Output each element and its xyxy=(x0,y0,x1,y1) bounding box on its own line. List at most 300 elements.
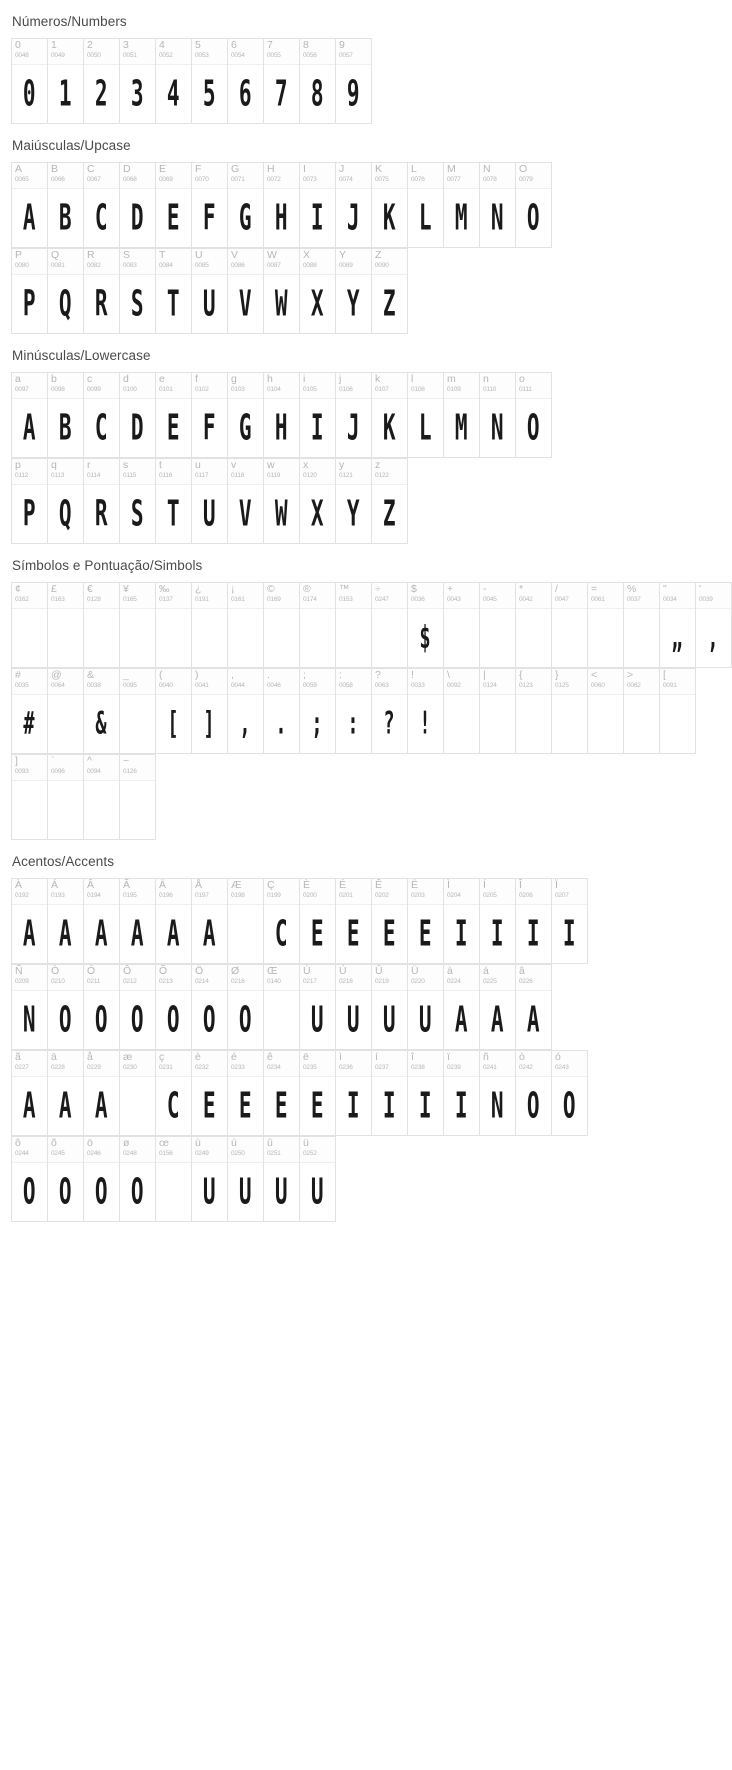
glyph-shape: A xyxy=(23,1085,36,1127)
glyph-character: i xyxy=(303,373,306,385)
glyph-cell[interactable] xyxy=(300,1051,336,1136)
glyph-cell[interactable] xyxy=(156,373,192,458)
glyph-cell[interactable] xyxy=(48,965,84,1050)
glyph-code: 0087 xyxy=(267,262,281,269)
glyph-code: 0062 xyxy=(627,682,641,689)
glyph-cell[interactable] xyxy=(228,879,264,964)
glyph-row xyxy=(11,964,552,1050)
glyph-cell[interactable] xyxy=(120,249,156,334)
glyph-shape: N xyxy=(491,1085,504,1127)
glyph-cell[interactable] xyxy=(192,879,228,964)
glyph-cell[interactable] xyxy=(264,669,300,754)
glyph-character: X xyxy=(303,249,311,261)
glyph-cell[interactable] xyxy=(444,373,480,458)
glyph-character: V xyxy=(231,249,239,261)
glyph-cell[interactable] xyxy=(192,1051,228,1136)
glyph-header xyxy=(120,459,155,485)
glyph-cell[interactable] xyxy=(156,583,192,668)
glyph-cell[interactable] xyxy=(12,163,48,248)
glyph-cell[interactable] xyxy=(48,1051,84,1136)
glyph-rendering xyxy=(228,991,263,1049)
glyph-cell[interactable] xyxy=(84,1051,120,1136)
glyph-code: 0047 xyxy=(555,596,569,603)
glyph-code: 0097 xyxy=(15,386,29,393)
glyph-character: % xyxy=(627,583,637,595)
glyph-rendering xyxy=(696,609,731,667)
glyph-shape: I xyxy=(527,913,540,955)
glyph-cell[interactable] xyxy=(408,879,444,964)
glyph-cell[interactable] xyxy=(372,249,408,334)
glyph-cell[interactable] xyxy=(120,1137,156,1222)
glyph-rendering xyxy=(156,609,191,667)
glyph-header xyxy=(300,249,335,275)
glyph-header xyxy=(120,373,155,399)
glyph-header xyxy=(48,249,83,275)
glyph-header xyxy=(444,1051,479,1077)
glyph-cell[interactable] xyxy=(48,583,84,668)
glyph-rendering xyxy=(156,485,191,543)
glyph-cell[interactable] xyxy=(444,583,480,668)
glyph-header xyxy=(48,1137,83,1163)
glyph-cell[interactable] xyxy=(156,965,192,1050)
glyph-character: ï xyxy=(447,1051,450,1063)
glyph-header xyxy=(408,373,443,399)
glyph-cell[interactable] xyxy=(444,163,480,248)
glyph-header xyxy=(48,373,83,399)
glyph-cell[interactable] xyxy=(480,583,516,668)
glyph-rendering xyxy=(156,189,191,247)
glyph-cell[interactable] xyxy=(264,459,300,544)
glyph-shape: S xyxy=(131,493,144,535)
glyph-code: 0125 xyxy=(555,682,569,689)
glyph-cell[interactable] xyxy=(480,163,516,248)
glyph-cell[interactable] xyxy=(336,583,372,668)
glyph-header xyxy=(48,459,83,485)
glyph-cell[interactable] xyxy=(156,669,192,754)
glyph-cell[interactable] xyxy=(228,583,264,668)
glyph-rendering xyxy=(12,65,47,123)
glyph-cell[interactable] xyxy=(120,39,156,124)
glyph-header xyxy=(300,965,335,991)
glyph-cell[interactable] xyxy=(624,583,660,668)
glyph-cell[interactable] xyxy=(120,583,156,668)
glyph-cell[interactable] xyxy=(552,583,588,668)
glyph-cell[interactable] xyxy=(300,249,336,334)
glyph-cell[interactable] xyxy=(120,459,156,544)
glyph-cell[interactable] xyxy=(12,39,48,124)
glyph-header xyxy=(516,1051,551,1077)
glyph-cell[interactable] xyxy=(480,1051,516,1136)
glyph-code: 0078 xyxy=(483,176,497,183)
glyph-code: 0090 xyxy=(375,262,389,269)
glyph-character: ? xyxy=(375,669,381,681)
glyph-code: 0252 xyxy=(303,1150,317,1157)
glyph-shape: E xyxy=(311,913,324,955)
glyph-cell[interactable] xyxy=(192,1137,228,1222)
glyph-cell[interactable] xyxy=(156,459,192,544)
glyph-cell[interactable] xyxy=(264,249,300,334)
glyph-cell[interactable] xyxy=(84,373,120,458)
glyph-rendering xyxy=(84,781,119,839)
glyph-shape: E xyxy=(239,1085,252,1127)
glyph-shape: A xyxy=(23,407,36,449)
glyph-rendering xyxy=(156,275,191,333)
glyph-cell[interactable] xyxy=(48,39,84,124)
glyph-cell[interactable] xyxy=(84,459,120,544)
glyph-character: Q xyxy=(51,249,60,261)
glyph-cell[interactable] xyxy=(12,965,48,1050)
glyph-shape: 3 xyxy=(131,73,144,115)
glyph-character: W xyxy=(267,249,277,261)
glyph-character: Ê xyxy=(375,879,383,891)
glyph-cell[interactable] xyxy=(408,583,444,668)
glyph-header xyxy=(192,459,227,485)
glyph-shape: A xyxy=(23,197,36,239)
glyph-cell[interactable] xyxy=(12,755,48,840)
glyph-cell[interactable] xyxy=(516,965,552,1050)
glyph-cell[interactable] xyxy=(336,965,372,1050)
glyph-cell[interactable] xyxy=(300,373,336,458)
glyph-cell[interactable] xyxy=(624,669,660,754)
glyph-cell[interactable] xyxy=(408,1051,444,1136)
glyph-cell[interactable] xyxy=(372,459,408,544)
glyph-character: € xyxy=(87,583,93,595)
glyph-code: 0109 xyxy=(447,386,461,393)
glyph-shape: ? xyxy=(383,705,396,742)
glyph-shape: O xyxy=(59,1171,72,1213)
glyph-cell[interactable] xyxy=(12,1051,48,1136)
glyph-character: Ë xyxy=(411,879,419,891)
glyph-cell[interactable] xyxy=(84,1137,120,1222)
glyph-cell[interactable] xyxy=(48,373,84,458)
glyph-header xyxy=(408,583,443,609)
glyph-rendering xyxy=(48,695,83,753)
glyph-shape: U xyxy=(203,283,216,325)
glyph-cell[interactable] xyxy=(120,965,156,1050)
glyph-shape: ‚ xyxy=(707,619,720,656)
glyph-cell[interactable] xyxy=(12,249,48,334)
glyph-code: 0104 xyxy=(267,386,281,393)
glyph-header xyxy=(264,965,299,991)
glyph-shape: U xyxy=(419,999,432,1041)
glyph-cell[interactable] xyxy=(192,965,228,1050)
glyph-cell[interactable] xyxy=(516,1051,552,1136)
glyph-cell[interactable] xyxy=(372,163,408,248)
glyph-cell[interactable] xyxy=(156,879,192,964)
glyph-cell[interactable] xyxy=(264,163,300,248)
glyph-cell[interactable] xyxy=(84,965,120,1050)
glyph-rendering xyxy=(264,609,299,667)
glyph-cell[interactable] xyxy=(84,755,120,840)
glyph-character: ‰ xyxy=(159,583,170,595)
glyph-cell[interactable] xyxy=(264,1137,300,1222)
glyph-cell[interactable] xyxy=(516,669,552,754)
glyph-cell[interactable] xyxy=(300,163,336,248)
glyph-cell[interactable] xyxy=(372,1051,408,1136)
glyph-header xyxy=(516,163,551,189)
glyph-cell[interactable] xyxy=(336,373,372,458)
glyph-cell[interactable] xyxy=(336,669,372,754)
glyph-cell[interactable] xyxy=(552,879,588,964)
glyph-cell[interactable] xyxy=(48,879,84,964)
glyph-cell[interactable] xyxy=(696,583,732,668)
glyph-shape: X xyxy=(311,283,324,325)
glyph-cell[interactable] xyxy=(120,755,156,840)
glyph-cell[interactable] xyxy=(84,39,120,124)
glyph-cell[interactable] xyxy=(408,669,444,754)
glyph-cell[interactable] xyxy=(480,965,516,1050)
glyph-cell[interactable] xyxy=(300,669,336,754)
glyph-cell[interactable] xyxy=(48,755,84,840)
glyph-rendering xyxy=(12,275,47,333)
glyph-cell[interactable] xyxy=(588,669,624,754)
glyph-cell[interactable] xyxy=(300,583,336,668)
glyph-header xyxy=(228,163,263,189)
glyph-cell[interactable] xyxy=(444,669,480,754)
glyph-code: 0163 xyxy=(51,596,65,603)
glyph-shape: ! xyxy=(419,705,432,742)
glyph-cell[interactable] xyxy=(12,879,48,964)
glyph-code: 0033 xyxy=(411,682,425,689)
glyph-cell[interactable] xyxy=(336,1051,372,1136)
glyph-cell[interactable] xyxy=(408,965,444,1050)
glyph-code: 0076 xyxy=(411,176,425,183)
glyph-header xyxy=(156,249,191,275)
glyph-cell[interactable] xyxy=(12,583,48,668)
glyph-cell[interactable] xyxy=(192,583,228,668)
glyph-cell[interactable] xyxy=(156,39,192,124)
glyph-shape: V xyxy=(239,493,252,535)
glyph-code: 0088 xyxy=(303,262,317,269)
glyph-cell[interactable] xyxy=(84,669,120,754)
glyph-header xyxy=(264,163,299,189)
glyph-cell[interactable] xyxy=(84,583,120,668)
glyph-cell[interactable] xyxy=(228,163,264,248)
glyph-cell[interactable] xyxy=(228,459,264,544)
glyph-cell[interactable] xyxy=(300,1137,336,1222)
glyph-code: 0119 xyxy=(267,472,281,479)
section-title: Acentos/Accents xyxy=(12,854,115,869)
glyph-header xyxy=(588,583,623,609)
glyph-cell[interactable] xyxy=(156,1051,192,1136)
glyph-character: o xyxy=(519,373,525,385)
glyph-cell[interactable] xyxy=(372,373,408,458)
glyph-cell[interactable] xyxy=(48,1137,84,1222)
glyph-cell[interactable] xyxy=(48,669,84,754)
glyph-header xyxy=(12,965,47,991)
glyph-cell[interactable] xyxy=(228,373,264,458)
glyph-character: 1 xyxy=(51,39,57,51)
glyph-cell[interactable] xyxy=(120,1051,156,1136)
glyph-character: Ö xyxy=(195,965,204,977)
glyph-cell[interactable] xyxy=(192,249,228,334)
glyph-header xyxy=(300,879,335,905)
glyph-rendering xyxy=(84,991,119,1049)
glyph-character: ) xyxy=(195,669,199,681)
glyph-rendering xyxy=(84,275,119,333)
glyph-cell[interactable] xyxy=(228,1137,264,1222)
glyph-cell[interactable] xyxy=(372,879,408,964)
glyph-cell[interactable] xyxy=(84,879,120,964)
glyph-shape: I xyxy=(383,1085,396,1127)
glyph-cell[interactable] xyxy=(372,669,408,754)
glyph-code: 0203 xyxy=(411,892,425,899)
glyph-cell[interactable] xyxy=(336,459,372,544)
glyph-cell[interactable] xyxy=(516,583,552,668)
glyph-code: 0210 xyxy=(51,978,65,985)
glyph-cell[interactable] xyxy=(156,163,192,248)
glyph-character: * xyxy=(519,583,524,595)
glyph-cell[interactable] xyxy=(444,879,480,964)
glyph-cell[interactable] xyxy=(516,373,552,458)
glyph-cell[interactable] xyxy=(444,1051,480,1136)
glyph-character: Z xyxy=(375,249,382,261)
glyph-cell[interactable] xyxy=(480,879,516,964)
glyph-cell[interactable] xyxy=(264,1051,300,1136)
glyph-shape: U xyxy=(203,493,216,535)
glyph-header xyxy=(552,583,587,609)
glyph-header xyxy=(336,459,371,485)
glyph-cell[interactable] xyxy=(336,163,372,248)
glyph-cell[interactable] xyxy=(12,1137,48,1222)
glyph-cell[interactable] xyxy=(336,249,372,334)
glyph-cell[interactable] xyxy=(336,879,372,964)
glyph-cell[interactable] xyxy=(12,669,48,754)
glyph-cell[interactable] xyxy=(192,163,228,248)
glyph-header xyxy=(300,583,335,609)
glyph-cell[interactable] xyxy=(552,1051,588,1136)
glyph-cell[interactable] xyxy=(552,669,588,754)
section-title: Minúsculas/Lowercase xyxy=(12,348,151,363)
glyph-character: L xyxy=(411,163,417,175)
glyph-cell[interactable] xyxy=(192,373,228,458)
glyph-rendering xyxy=(444,609,479,667)
glyph-header xyxy=(480,965,515,991)
glyph-cell[interactable] xyxy=(48,459,84,544)
glyph-grid-wrapper xyxy=(0,582,720,840)
glyph-cell[interactable] xyxy=(372,965,408,1050)
glyph-cell[interactable] xyxy=(228,39,264,124)
glyph-character: j xyxy=(339,373,342,385)
glyph-rendering xyxy=(228,65,263,123)
glyph-cell[interactable] xyxy=(408,163,444,248)
glyph-cell[interactable] xyxy=(12,373,48,458)
glyph-character: H xyxy=(267,163,275,175)
glyph-character: h xyxy=(267,373,273,385)
glyph-header xyxy=(480,373,515,399)
glyph-cell[interactable] xyxy=(84,163,120,248)
glyph-cell[interactable] xyxy=(228,1051,264,1136)
glyph-cell[interactable] xyxy=(264,965,300,1050)
glyph-cell[interactable] xyxy=(336,39,372,124)
glyph-shape: C xyxy=(95,407,108,449)
glyph-cell[interactable] xyxy=(516,163,552,248)
glyph-shape: T xyxy=(167,283,180,325)
glyph-cell[interactable] xyxy=(228,249,264,334)
glyph-shape: O xyxy=(95,999,108,1041)
glyph-cell[interactable] xyxy=(228,965,264,1050)
glyph-shape: C xyxy=(167,1085,180,1127)
glyph-cell[interactable] xyxy=(120,669,156,754)
glyph-shape: F xyxy=(203,197,216,239)
glyph-rendering xyxy=(228,1077,263,1135)
glyph-rendering xyxy=(84,65,119,123)
glyph-cell[interactable] xyxy=(264,39,300,124)
glyph-cell[interactable] xyxy=(156,1137,192,1222)
glyph-code: 0174 xyxy=(303,596,317,603)
glyph-code: 0206 xyxy=(519,892,533,899)
glyph-character: Â xyxy=(87,879,95,891)
glyph-code: 0059 xyxy=(303,682,317,689)
glyph-cell[interactable] xyxy=(372,583,408,668)
glyph-header xyxy=(228,879,263,905)
glyph-character: k xyxy=(375,373,381,385)
glyph-header xyxy=(156,965,191,991)
glyph-cell[interactable] xyxy=(660,669,696,754)
glyph-cell[interactable] xyxy=(120,879,156,964)
glyph-cell[interactable] xyxy=(408,373,444,458)
glyph-code: 0086 xyxy=(231,262,245,269)
glyph-rendering xyxy=(408,609,443,667)
glyph-code: 0161 xyxy=(231,596,245,603)
glyph-code: 0050 xyxy=(87,52,101,59)
glyph-cell[interactable] xyxy=(120,163,156,248)
glyph-cell[interactable] xyxy=(300,965,336,1050)
glyph-header xyxy=(48,669,83,695)
glyph-shape: O xyxy=(23,1171,36,1213)
glyph-rendering xyxy=(300,991,335,1049)
glyph-cell[interactable] xyxy=(300,459,336,544)
glyph-cell[interactable] xyxy=(264,879,300,964)
glyph-header xyxy=(12,39,47,65)
glyph-cell[interactable] xyxy=(264,373,300,458)
glyph-cell[interactable] xyxy=(300,39,336,124)
glyph-cell[interactable] xyxy=(516,879,552,964)
glyph-cell[interactable] xyxy=(192,39,228,124)
glyph-character: b xyxy=(51,373,57,385)
glyph-cell[interactable] xyxy=(192,669,228,754)
glyph-rendering xyxy=(156,65,191,123)
glyph-character: z xyxy=(375,459,381,471)
glyph-cell[interactable] xyxy=(84,249,120,334)
glyph-cell[interactable] xyxy=(228,669,264,754)
glyph-cell[interactable] xyxy=(588,583,624,668)
glyph-shape: E xyxy=(419,913,432,955)
glyph-character: ú xyxy=(231,1137,237,1149)
glyph-cell[interactable] xyxy=(480,373,516,458)
glyph-rendering xyxy=(624,609,659,667)
glyph-cell[interactable] xyxy=(48,249,84,334)
glyph-shape: I xyxy=(563,913,576,955)
glyph-cell[interactable] xyxy=(120,373,156,458)
glyph-cell[interactable] xyxy=(480,669,516,754)
glyph-code: 0093 xyxy=(15,768,29,775)
glyph-cell[interactable] xyxy=(192,459,228,544)
glyph-shape: V xyxy=(239,283,252,325)
glyph-cell[interactable] xyxy=(444,965,480,1050)
glyph-code: 0237 xyxy=(375,1064,389,1071)
glyph-cell[interactable] xyxy=(264,583,300,668)
glyph-code: 0249 xyxy=(195,1150,209,1157)
glyph-cell[interactable] xyxy=(660,583,696,668)
glyph-cell[interactable] xyxy=(156,249,192,334)
glyph-cell[interactable] xyxy=(12,459,48,544)
glyph-rendering xyxy=(120,1077,155,1135)
glyph-cell[interactable] xyxy=(300,879,336,964)
glyph-cell[interactable] xyxy=(48,163,84,248)
glyph-rendering xyxy=(192,991,227,1049)
glyph-rendering xyxy=(516,399,551,457)
